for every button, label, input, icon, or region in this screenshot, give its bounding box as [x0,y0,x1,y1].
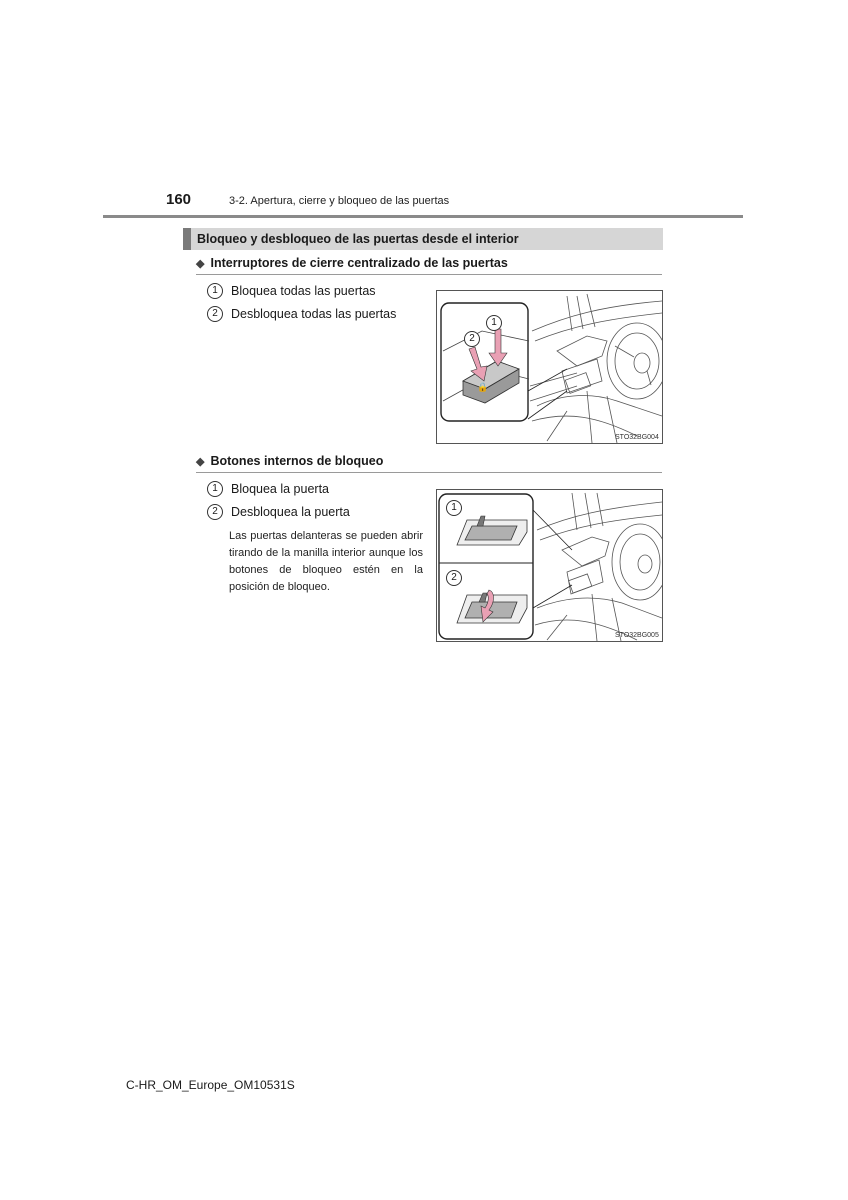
subsection-rule [196,472,662,473]
list-item-text: Bloquea todas las puertas [231,284,376,298]
diamond-bullet-icon: ◆ [196,258,205,270]
section-heading: Bloqueo y desbloqueo de las puertas desde el interior [197,232,519,246]
number-badge: 1 [207,283,223,299]
figure-lock-buttons [436,489,663,642]
list-item [207,283,376,299]
subsection-heading-buttons [196,454,383,468]
callout-badge: 1 [486,315,502,331]
list-item-text: Desbloquea todas las puertas [231,307,397,321]
callout-badge: 2 [464,331,480,347]
running-header: 3-2. Apertura, cierre y bloqueo de las puertas [229,195,450,207]
list-item-text: Desbloquea la puerta [231,505,350,519]
subsection-title: Botones internos de bloqueo [210,454,384,468]
footer-document-code: C-HR_OM_Europe_OM10531S [126,1078,295,1092]
subsection-rule [196,274,662,275]
number-badge: 1 [207,481,223,497]
page-number: 160 [166,191,192,208]
list-item-text: Bloquea la puerta [231,482,329,496]
note-paragraph: Las puertas delanteras se pueden abrir tirando de la manilla interior aunque los botones de bloqueo estén en la posición de bloqueo. [229,530,423,593]
figure-lock-switch [436,290,663,444]
list-item [207,306,396,322]
number-badge: 2 [207,306,223,322]
callout-badge: 2 [446,570,462,586]
callout-badge: 1 [446,500,462,516]
list-item [207,481,329,497]
lock-switch-illustration [437,291,662,443]
header-rule [103,215,743,218]
subsection-title: Interruptores de cierre centralizado de las puertas [210,256,508,270]
number-badge: 2 [207,504,223,520]
subsection-heading-switches [196,256,508,270]
figure-code: STO32BG004 [615,434,659,441]
lock-buttons-illustration [437,490,662,641]
section-heading-bar [183,228,663,250]
svg-text:🔒: 🔒 [477,383,489,393]
figure-code: STO32BG005 [615,632,659,639]
diamond-bullet-icon: ◆ [196,456,205,468]
list-item [207,504,350,520]
